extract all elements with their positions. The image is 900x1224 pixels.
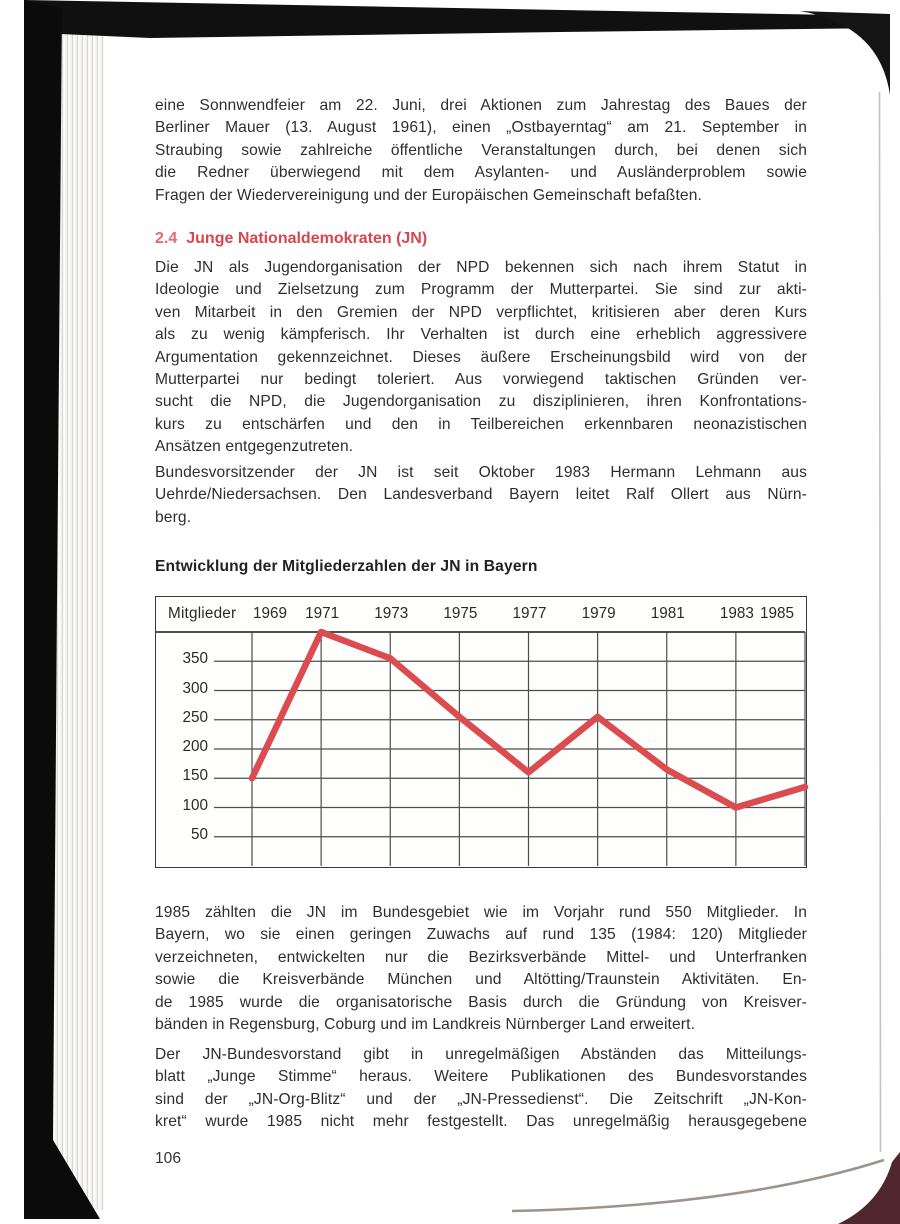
text-line: kurs zu entschärfen und den in Teilbereichen erkennbaren neonazistischen (155, 415, 807, 433)
chart-year-label: 1973 (374, 605, 409, 622)
text-line: verzeichneten, entwickelten nur die Bezirksverbände Mittel- und Unterfranken (155, 948, 807, 966)
text-line: Bundesvorsitzender der JN ist seit Oktober 1983 Hermann Lehmann aus (155, 464, 807, 481)
text-line: die Redner überwiegend mit dem Asylanten- und Ausländerproblem sowie (155, 164, 807, 182)
paragraph (155, 95, 807, 207)
text-line: 1985 zählten die JN im Bundesgebiet wie im Vorjahr rund 550 Mitglieder. In (155, 904, 807, 921)
chart-y-tick-label: 200 (182, 738, 208, 755)
chart-y-tick-label: 100 (182, 796, 208, 814)
text-line: Mutterpartei nur bedingt toleriert. Aus vorwiegend taktischen Gründen ver- (155, 371, 807, 389)
text-line: berg. (155, 508, 192, 526)
chart-year-label: 1983 (719, 605, 754, 622)
chart-title: Entwicklung der Mitgliederzahlen der JN in Bayern (155, 558, 538, 575)
chart-y-tick-label: 50 (190, 825, 208, 843)
chart-y-tick-label: 300 (182, 679, 208, 697)
text-line: Der JN-Bundesvorstand gibt in unregelmäßigen Abständen das Mitteilungs- (155, 1046, 807, 1063)
page-number: 106 (155, 1150, 182, 1167)
chart-year-label: 1977 (512, 605, 547, 622)
text-line: kret“ wurde 1985 nicht mehr festgestellt. Das unregelmäßig herausgegebene (155, 1113, 807, 1131)
text-line: Uehrde/Niedersachsen. Den Landesverband Bayern leitet Ralf Ollert aus Nürn- (155, 486, 807, 504)
chart-y-tick-label: 350 (182, 650, 208, 668)
section-heading (155, 227, 807, 251)
chart-year-label: 1979 (581, 605, 616, 622)
chart-y-tick-label: 150 (182, 767, 208, 785)
text-line: de 1985 wurde die organisatorische Basis durch die Gründung von Kreisver- (155, 993, 807, 1011)
chart-year-label: 1981 (650, 605, 685, 622)
chart-y-tick-label: 250 (182, 708, 208, 726)
text-line: sowie die Kreisverbände München und Altötting/Traunstein Aktivitäten. En- (155, 971, 807, 989)
text-line: Argumentation gekennzeichnet. Dieses äußere Erscheinungsbild wird von der (155, 348, 807, 366)
text-line: Ideologie und Zielsetzung zum Programm der Mutterpartei. Sie sind zur akti- (155, 281, 807, 299)
paragraph (155, 462, 807, 529)
text-line: als zu wenig kämpferisch. Ihr Verhalten ist durch eine erheblich aggressivere (155, 326, 807, 344)
section-title: Junge Nationaldemokraten (JN) (186, 230, 428, 247)
paragraph (155, 257, 807, 459)
text-line: sucht die NPD, die Jugendorganisation zu disziplinieren, ihren Konfrontations- (155, 393, 807, 411)
text-line: Straubing sowie zahlreiche öffentliche Veranstaltungen durch, bei denen sich (155, 141, 807, 159)
text-line: Fragen der Wiedervereinigung und der Europäischen Gemeinschaft befaßten. (155, 186, 702, 204)
text-line: blatt „Junge Stimme“ heraus. Weitere Publikationen des Bundesvorstandes (155, 1068, 807, 1086)
chart-year-label: 1975 (443, 605, 478, 622)
text-line: sind der „JN-Org-Blitz“ und der „JN-Pressedienst“. Die Zeitschrift „JN-Kon- (155, 1090, 807, 1108)
chart-year-label: 1969 (252, 605, 288, 622)
text-line: Bayern, wo sie einen geringen Zuwachs auf rund 135 (1984: 120) Mitglieder (155, 926, 807, 944)
section-number: 2.4 (155, 230, 178, 247)
chart (155, 596, 807, 868)
text-line: Berliner Mauer (13. August 1961), einen „Ostbayerntag“ am 21. September in (155, 119, 807, 137)
text-line: Ansätzen entgegenzutreten. (155, 438, 354, 456)
text-line: Die JN als Jugendorganisation der NPD bekennen sich nach ihrem Statut in (155, 259, 807, 276)
chart-grid (156, 597, 805, 866)
text-line: bänden in Regensburg, Coburg und im Landkreis Nürnberger Land erweitert. (155, 1016, 696, 1034)
chart-year-label: 1985 (759, 605, 795, 622)
chart-row-header-label: Mitglieder (168, 605, 237, 622)
text-line: eine Sonnwendfeier am 22. Juni, drei Aktionen zum Jahrestag des Baues der (155, 97, 807, 114)
chart-plot-area (156, 597, 805, 866)
paragraph (155, 1044, 807, 1134)
text-line: ven Mitarbeit in den Gremien der NPD verpflichtet, kritisieren aber deren Kurs (155, 303, 807, 321)
paragraph (155, 902, 807, 1036)
chart-year-label: 1971 (305, 605, 340, 622)
